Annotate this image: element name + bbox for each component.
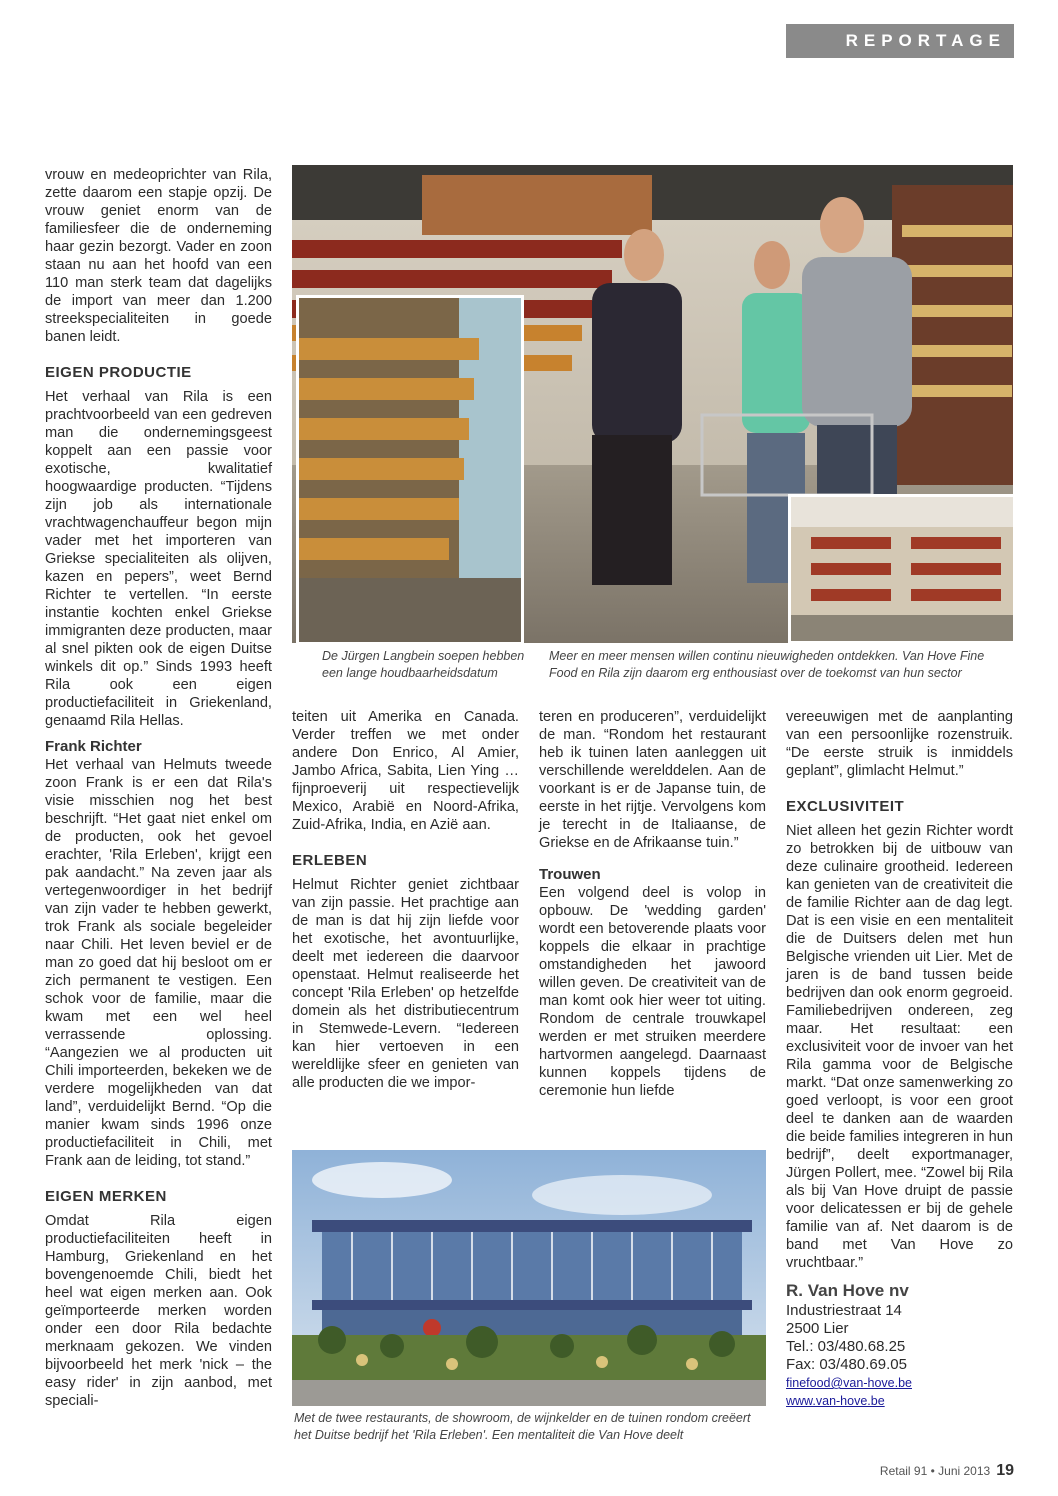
building-photo-image: [292, 1150, 766, 1406]
store-photo: [292, 165, 1013, 643]
col3-paragraph-2: Een volgend deel is volop in opbouw. De 'wedding garden' wordt een betoverende plaats voor koppels die elkaar in prachtige omstandigheden het jawoord willen geven. De creativiteit van de man komt ook hier weer tot uiting. Rondom de centrale trouwkapel werden er met struiken meerdere hartvormen aangelegd. Daarnaast kunnen koppels tijdens de ceremonie hun liefde: [539, 885, 766, 1099]
contact-city: 2500 Lier: [786, 1320, 849, 1337]
footer-issue: Retail 91 • Juni 2013: [879, 1464, 991, 1478]
col3-paragraph-1: teren en produceren”, verduidelijkt de man. “Rondom het restaurant heb ik tuinen laten aanleggen uit verschillende werelddelen. Aan de voorkant is er de Japanse tuin, de eerste in het rijtje. Vervolgens kom je terecht in de Italiaanse, de Griekse en de Afrikaanse tuin.”: [539, 709, 766, 851]
col2-paragraph-1: teiten uit Amerika en Canada. Verder treffen we met onder andere Don Enrico, Al Amier, Jambo Africa, Sabita, Lien Ying … fijnproeverij uit respectievelijk Mexico, Arabië en Noord-Afrika, Zuid-Afrika, India, en Azië aan.: [292, 709, 519, 833]
col4-paragraph-2: Niet alleen het gezin Richter wordt zo betrokken bij de uitbouw van deze culinaire grootheid. Iedereen kan genieten van de creativiteit die de familie Richter aan de dag legt. Dat is een visie en een mentaliteit die de Duitsers delen met hun Belgische vrienden uit Lier. Met de jaren is de band tussen beide bedrijven dan ook enorm gegroeid. Familiebedrijven ondereen, zeg maar. Het resultaat: een exclusiviteit voor de invoer van het Rila gamma voor de Belgische markt. “Dat onze samenwerking zo goed verloopt, is voor een groot deel te danken aan de waarden die beide families integreren in hun bedrijf”, deelt exportmanager, Jürgen Pollert, mee. “Zowel bij Rila als bij Van Hove druipt de passie voor delicatessen er bij de gehele familie van af. Net daarom is de band met Van Hove zo vruchtbaar.”: [786, 823, 1013, 1271]
heading-eigen-productie: EIGEN PRODUCTIE: [45, 364, 192, 381]
col2-paragraph-2: Helmut Richter geniet zichtbaar van zijn passie. Het prachtige aan de man is dat hij zijn liefde voor het exotische, het avontuurlijke, deelt met iedereen die daarvoor openstaat. Helmut realiseerde het concept 'Rila Erleben' op hetzelfde domein als het distributiecentrum in Stemwede-Levern. “Iedereen kan hier vertoeven in een wereldlijke sfeer en genieten van alle producten die we impor-: [292, 877, 519, 1091]
contact-block: [786, 1282, 1013, 1410]
col1-paragraph-2: Het verhaal van Helmuts tweede zoon Frank is er een dat Rila's visie misschien nog het best beschrijft. “Het gaat niet enkel om de producten, ook het gevoel erachter, 'Rila Erleben', krijgt een pak aandacht.” Na zeven jaar als vertegenwoordiger in het bedrijf van zijn vader te hebben gewerkt, trok Frank als sociale begeleider naar Chili. Het leven beviel er de man zo goed dat hij besloot om er zich permanent te vestigen. Een schok voor de familie, maar die kwam met een wel heel verrassende oplossing. “Aangezien we al producten uit Chili importeerden, bekeken we de verdere mogelijkheden van dat land”, verduidelijkt Bernd. “Op die manier kwam sinds 1996 onze productiefaciliteit in Chili, met Frank aan de leiding, tot stand.”: [45, 757, 272, 1169]
column-3: [539, 708, 766, 1100]
column-2: [292, 708, 519, 1092]
heading-erleben: ERLEBEN: [292, 852, 368, 869]
inset-photo-left: [296, 295, 524, 643]
inset-photo-right: [788, 494, 1013, 643]
building-photo: [292, 1150, 766, 1406]
contact-email-link[interactable]: finefood@van-hove.be: [786, 1376, 912, 1390]
caption-right: Meer en meer mensen willen continu nieuwigheden ontdekken. Van Hove Fine Food en Rila zijn daarom erg enthousiast over de toekomst van hun sector: [549, 649, 985, 680]
section-tag: REPORTAGE: [786, 24, 1014, 58]
column-1: [45, 166, 272, 1410]
contact-company: R. Van Hove nv: [786, 1281, 909, 1300]
heading-trouwen: Trouwen: [539, 866, 601, 883]
page-footer: [880, 1462, 1014, 1480]
contact-street: Industriestraat 14: [786, 1302, 902, 1319]
caption-left: De Jürgen Langbein soepen hebben een lange houdbaarheidsdatum: [322, 649, 525, 680]
heading-eigen-merken: EIGEN MERKEN: [45, 1188, 167, 1205]
col4-paragraph-1: vereeuwigen met de aanplanting van een persoonlijke rozenstruik. “De eerste struik is inmiddels geplant”, glimlacht Helmut.”: [786, 709, 1013, 779]
col1-paragraph-1: Het verhaal van Rila is een prachtvoorbeeld van een gedreven man die ondernemingsgeest koppelt aan een passie voor exotische, kwalitatief hoogwaardige producten. “Tijdens zijn job als internationale vrachtwagenchauffeur begon mijn vader met het importeren van Griekse specialiteiten als olijven, kazen en pepers”, weet Bernd Richter te vertellen. “In eerste instantie kochten enkel Griekse immigranten deze producten, maar al snel pikten ook de eigen Duitse winkels dit op.” Sinds 1993 heeft Rila ook een eigen productiefaciliteit in Griekenland, genaamd Rila Hellas.: [45, 389, 272, 729]
heading-exclusiviteit: EXCLUSIVITEIT: [786, 798, 905, 815]
page-number: 19: [996, 1462, 1014, 1479]
contact-fax: Fax: 03/480.69.05: [786, 1356, 907, 1373]
col1-intro: vrouw en medeoprichter van Rila, zette daarom een stapje opzij. De vrouw geniet enorm van de familiesfeer die de onderneming haar gezin bezorgt. Vader en zoon staan nu aan het hoofd van een 110 man sterk team dat dagelijks de import van meer dan 1.200 streekspecialiteiten in goede banen leidt.: [45, 167, 272, 345]
contact-web-link[interactable]: www.van-hove.be: [786, 1394, 885, 1408]
column-4: [786, 708, 1013, 1410]
heading-frank-richter: Frank Richter: [45, 738, 142, 755]
caption-bottom: Met de twee restaurants, de showroom, de wijnkelder en de tuinen rondom creëert het Duitse bedrijf het 'Rila Erleben'. Een mentaliteit die Van Hove deelt: [294, 1411, 751, 1442]
col1-paragraph-3: Omdat Rila eigen productiefaciliteiten heeft in Hamburg, Griekenland en het bovengenoemde Chili, biedt het heel wat eigen merken aan. Ook geïmporteerde merken worden onder een door Rila bedachte merknaam gekozen. We vinden bijvoorbeeld het merk 'nick – the easy rider' in zijn aanbod, met speciali-: [45, 1213, 272, 1409]
contact-tel: Tel.: 03/480.68.25: [786, 1338, 906, 1355]
